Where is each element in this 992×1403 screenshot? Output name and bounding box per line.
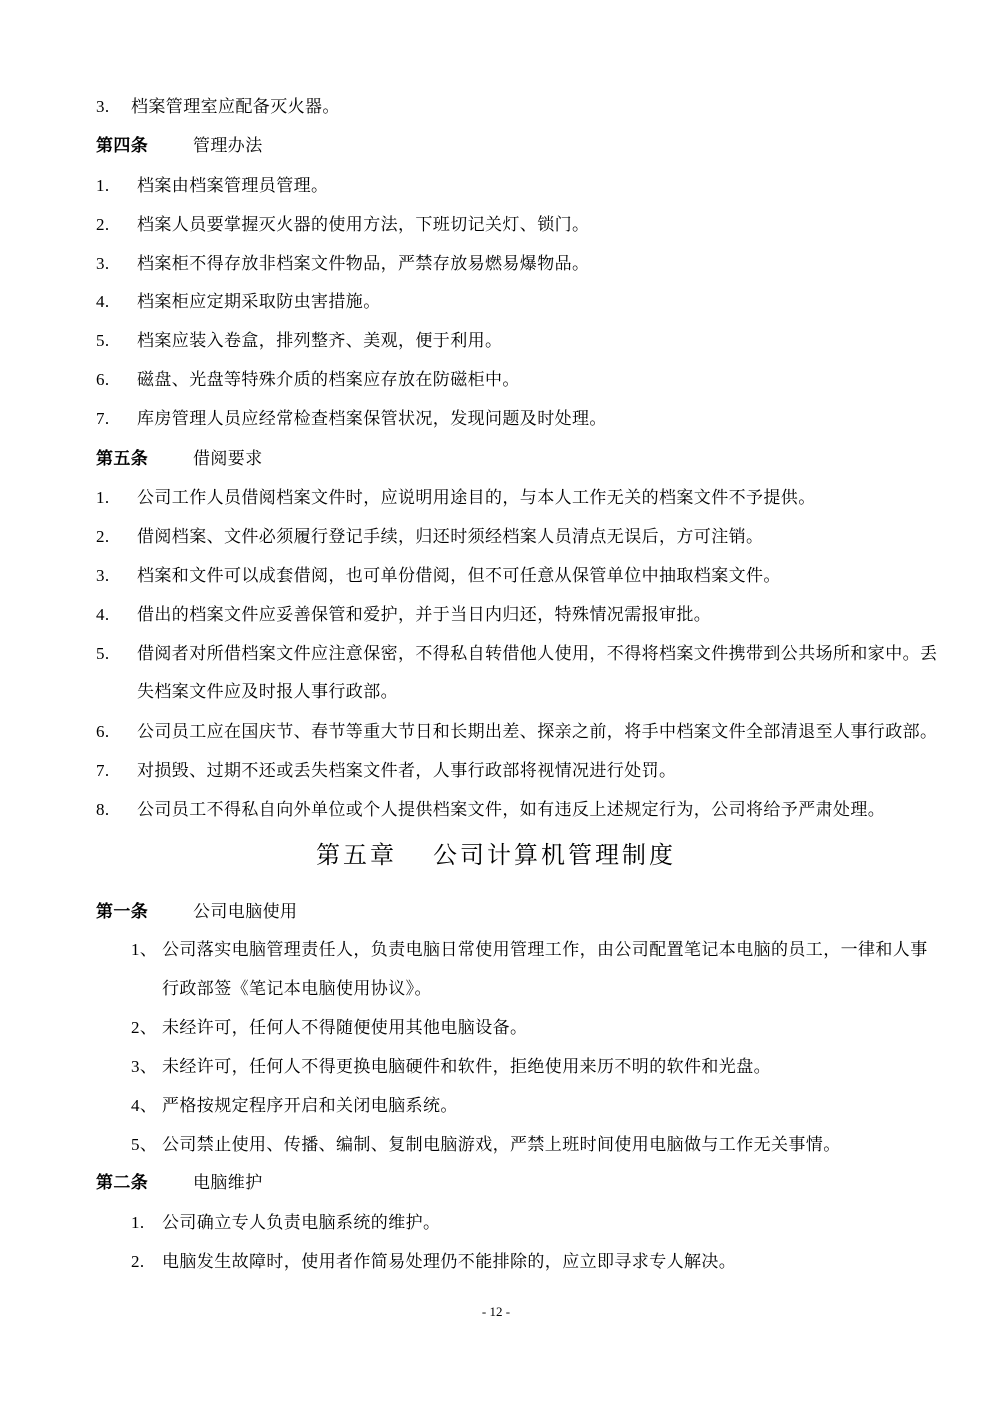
list-item-number: 5. — [96, 644, 110, 663]
article-label: 第五条 — [96, 449, 149, 468]
list-item-text: 档案人员要掌握灭火器的使用方法，下班切记关灯、锁门。 — [137, 215, 590, 234]
list-item-text: 库房管理人员应经常检查档案保管状况，发现问题及时处理。 — [137, 409, 607, 428]
list-item-number: 3. — [96, 254, 110, 273]
list-item-number: 2. — [96, 527, 110, 546]
list-item-text: 未经许可，任何人不得随便使用其他电脑设备。 — [162, 1018, 528, 1037]
list-item-text: 未经许可，任何人不得更换电脑硬件和软件，拒绝使用来历不明的软件和光盘。 — [162, 1057, 771, 1076]
list-item-number: 4. — [96, 292, 110, 311]
list-item-text: 公司员工不得私自向外单位或个人提供档案文件，如有违反上述规定行为，公司将给予严肃处理。 — [137, 800, 886, 819]
list-item-number: 5. — [96, 331, 110, 350]
list-item-number: 3. — [96, 97, 110, 116]
list-item-text: 严格按规定程序开启和关闭电脑系统。 — [162, 1096, 458, 1115]
list-item-text: 档案柜应定期采取防虫害措施。 — [137, 292, 381, 311]
list-item-text: 公司工作人员借阅档案文件时，应说明用途目的，与本人工作无关的档案文件不予提供。 — [137, 488, 816, 507]
list-item-text: 公司禁止使用、传播、编制、复制电脑游戏，严禁上班时间使用电脑做与工作无关事情。 — [162, 1135, 841, 1154]
list-item-number: 1. — [96, 176, 110, 195]
list-item-text: 档案和文件可以成套借阅，也可单份借阅，但不可任意从保管单位中抽取档案文件。 — [137, 566, 781, 585]
list-item-number: 1、 — [131, 940, 158, 959]
list-item-number: 4. — [96, 605, 110, 624]
list-item-text: 借出的档案文件应妥善保管和爱护，并于当日内归还，特殊情况需报审批。 — [137, 605, 712, 624]
article-label: 第一条 — [96, 902, 149, 921]
list-item-number: 2. — [131, 1252, 145, 1271]
article-label: 第四条 — [96, 136, 149, 155]
list-item-number: 3. — [96, 566, 110, 585]
list-item-number: 1. — [131, 1213, 145, 1232]
list-item-text: 借阅者对所借档案文件应注意保密，不得私自转借他人使用，不得将档案文件携带到公共场所和家中。丢 — [137, 644, 938, 663]
list-item-text: 磁盘、光盘等特殊介质的档案应存放在防磁柜中。 — [137, 370, 520, 389]
list-item-number: 3、 — [131, 1057, 158, 1076]
list-item-text-continuation: 行政部签《笔记本电脑使用协议》。 — [162, 979, 432, 998]
list-item-number: 8. — [96, 800, 110, 819]
chapter-title: 公司计算机管理制度 — [433, 843, 676, 869]
list-item-text: 档案由档案管理员管理。 — [137, 176, 329, 195]
list-item-number: 7. — [96, 409, 110, 428]
list-item-number: 7. — [96, 761, 110, 780]
article-title: 公司电脑使用 — [193, 902, 298, 921]
list-item-number: 6. — [96, 370, 110, 389]
list-item-number: 2. — [96, 215, 110, 234]
list-item-text: 档案柜不得存放非档案文件物品，严禁存放易燃易爆物品。 — [137, 254, 590, 273]
list-item-text: 对损毁、过期不还或丢失档案文件者，人事行政部将视情况进行处罚。 — [137, 761, 677, 780]
list-item-number: 2、 — [131, 1018, 158, 1037]
list-item-text: 档案管理室应配备灭火器。 — [131, 97, 340, 116]
list-item-number: 5、 — [131, 1135, 158, 1154]
list-item-text: 公司员工应在国庆节、春节等重大节日和长期出差、探亲之前，将手中档案文件全部清退至人事行政部。 — [137, 722, 938, 741]
list-item-text: 公司确立专人负责电脑系统的维护。 — [162, 1213, 441, 1232]
list-item-text: 公司落实电脑管理责任人，负责电脑日常使用管理工作，由公司配置笔记本电脑的员工，一律和人事 — [162, 940, 928, 959]
list-item-number: 6. — [96, 722, 110, 741]
list-item-text: 档案应装入卷盒，排列整齐、美观，便于利用。 — [137, 331, 503, 350]
list-item-text: 借阅档案、文件必须履行登记手续，归还时须经档案人员清点无误后，方可注销。 — [137, 527, 764, 546]
list-item-number: 1. — [96, 488, 110, 507]
page-number: - 12 - — [481, 1304, 511, 1319]
article-label: 第二条 — [96, 1173, 149, 1192]
chapter-number: 第五章 — [316, 843, 397, 869]
article-title: 电脑维护 — [193, 1173, 263, 1192]
list-item-text: 电脑发生故障时，使用者作简易处理仍不能排除的，应立即寻求专人解决。 — [162, 1252, 737, 1271]
chapter-heading — [0, 840, 992, 872]
article-title: 借阅要求 — [193, 449, 263, 468]
article-title: 管理办法 — [193, 136, 263, 155]
list-item-text-continuation: 失档案文件应及时报人事行政部。 — [137, 682, 398, 701]
list-item-number: 4、 — [131, 1096, 158, 1115]
